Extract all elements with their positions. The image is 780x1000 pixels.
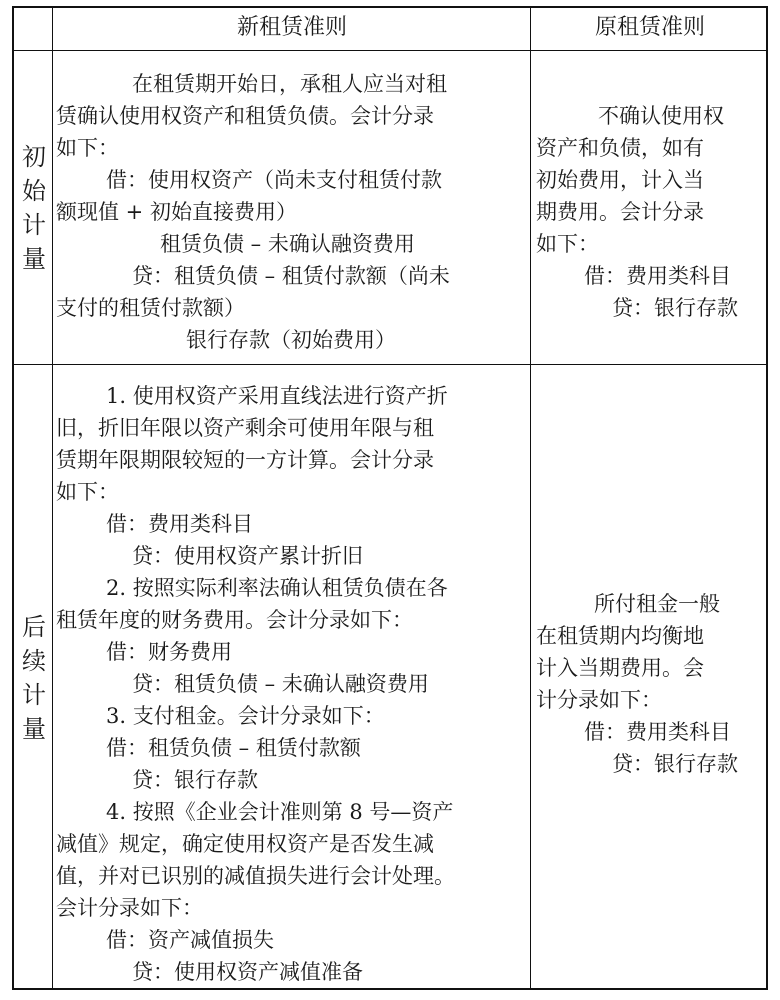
text-line: 在租赁期开始日，承租人应当对租 <box>132 72 447 96</box>
row-label-subsequent-text: 后续计量 <box>22 613 46 743</box>
text-line: 会计分录如下： <box>56 896 203 920</box>
row-label-initial-text: 初始计量 <box>22 143 46 273</box>
text-line: 值，并对已识别的减值损失进行会计处理。 <box>56 864 455 888</box>
text-line: 2. 按照实际利率法确认租赁负债在各 <box>106 576 448 600</box>
text-line: 4. 按照《企业会计准则第 8 号—资产 <box>106 800 454 824</box>
text-line: 如下： <box>536 232 599 256</box>
row-label-initial <box>14 52 54 364</box>
text-line: 租赁负债 – 未确认融资费用 <box>160 232 415 256</box>
text-line: 计入当期费用。会 <box>536 656 704 680</box>
text-line: 借：租赁负债 – 租赁付款额 <box>106 736 361 760</box>
text-line: 额现值 + 初始直接费用） <box>56 200 297 224</box>
text-line: 租赁年度的财务费用。会计分录如下： <box>56 608 413 632</box>
row-divider <box>14 364 766 365</box>
text-line: 旧，折旧年限以资产剩余可使用年限与租 <box>56 416 434 440</box>
column-divider <box>530 8 531 988</box>
lease-comparison-table <box>12 6 768 990</box>
text-line: 赁期年限期限较短的一方计算。会计分录 <box>56 448 434 472</box>
text-line: 贷：银行存款 <box>612 296 738 320</box>
text-line: 3. 支付租金。会计分录如下： <box>106 704 385 728</box>
text-line: 借：费用类科目 <box>106 512 253 536</box>
text-line: 借：财务费用 <box>106 640 232 664</box>
text-line: 借：费用类科目 <box>584 264 731 288</box>
text-line: 贷：使用权资产减值准备 <box>132 960 363 984</box>
header-old-standard: 原租赁准则 <box>594 15 705 40</box>
text-line: 初始费用，计入当 <box>536 168 704 192</box>
text-line: 如下： <box>56 480 119 504</box>
text-line: 借：资产减值损失 <box>106 928 274 952</box>
text-line: 借：费用类科目 <box>584 720 731 744</box>
text-line: 不确认使用权 <box>598 104 724 128</box>
text-line: 在租赁期内均衡地 <box>536 624 704 648</box>
text-line: 资产和负债，如有 <box>536 136 704 160</box>
text-line: 如下： <box>56 136 119 160</box>
text-line: 贷：租赁负债 – 未确认融资费用 <box>132 672 429 696</box>
text-line: 贷：租赁负债 – 租赁付款额（尚未 <box>132 264 450 288</box>
row-label-subsequent <box>14 366 54 990</box>
text-line: 借：使用权资产（尚未支付租赁付款 <box>106 168 442 192</box>
text-line: 赁确认使用权资产和租赁负债。会计分录 <box>56 104 434 128</box>
text-line: 贷：使用权资产累计折旧 <box>132 544 363 568</box>
header-new-standard: 新租赁准则 <box>236 15 347 40</box>
text-line: 1. 使用权资产采用直线法进行资产折 <box>106 384 448 408</box>
text-line: 支付的租赁付款额） <box>56 296 245 320</box>
text-line: 贷：银行存款 <box>612 752 738 776</box>
text-line: 期费用。会计分录 <box>536 200 704 224</box>
text-line: 所付租金一般 <box>594 592 720 616</box>
text-line: 计分录如下： <box>536 688 662 712</box>
row-divider <box>14 50 766 51</box>
text-line: 减值》规定，确定使用权资产是否发生减 <box>56 832 434 856</box>
text-line: 贷：银行存款 <box>132 768 258 792</box>
text-line: 银行存款（初始费用） <box>186 328 396 352</box>
